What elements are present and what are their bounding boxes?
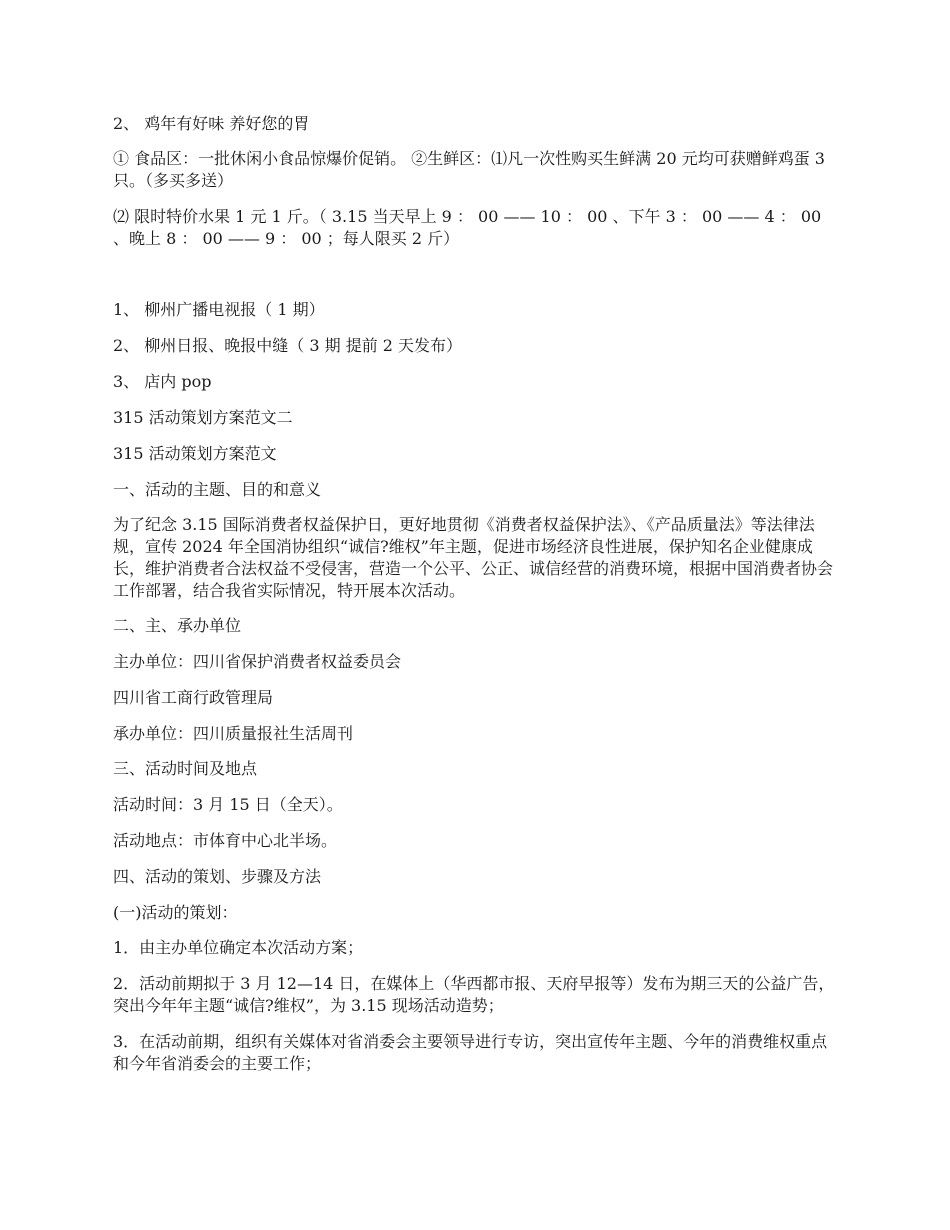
list-item-daily-newspaper: 2、 柳州日报、晚报中缝（ 3 期 提前 2 天发布） xyxy=(113,336,463,355)
list-item-step-1: 1．由主办单位确定本次活动方案； xyxy=(113,938,364,957)
text-host-unit-second: 四川省工商行政管理局 xyxy=(113,688,274,707)
list-item-step-2: 2．活动前期拟于 3 月 12—14 日，在媒体上（华西都市报、天府早报等）发布为期三天的公益广告，突出今年年主题“诚信?维权”，为 3.15 现场活动造势； xyxy=(113,974,835,1015)
list-item-broadcast-tv: 1、 柳州广播电视报（ 1 期） xyxy=(113,300,325,319)
list-item-step-3: 3．在活动前期，组织有关媒体对省消委会主要领导进行专访，突出宣传年主题、今年的消费维权重点和今年省消委会的主要工作； xyxy=(113,1032,828,1073)
heading-theme-purpose: 一、活动的主题、目的和意义 xyxy=(113,480,322,499)
paragraph-fruit-special: ⑵ 限时特价水果 1 元 1 斤。（ 3.15 当天早上 9 ： 00 —— 10 ： 00 、下午 3 ： 00 —— 4 ： 00 、晚上 8 ： 00 —— 9 ： 00 ；每人限买 2 斤） xyxy=(113,207,822,248)
heading-planning-steps: 四、活动的策划、步骤及方法 xyxy=(113,867,322,886)
section-title-sample: 315 活动策划方案范文 xyxy=(113,444,277,463)
list-item-store-pop: 3、 店内 pop xyxy=(113,372,212,391)
text-event-location: 活动地点：市体育中心北半场。 xyxy=(113,831,338,850)
heading-chicken-year: 2、 鸡年有好味 养好您的胃 xyxy=(113,114,310,133)
text-organizer-unit: 承办单位：四川质量报社生活周刊 xyxy=(113,724,354,743)
paragraph-food-promotions: ① 食品区：一批休闲小食品惊爆价促销。 ②生鲜区：⑴凡一次性购买生鲜满 20 元均可获赠鲜鸡蛋 3 只。（多买多送） xyxy=(113,149,825,190)
heading-organizers: 二、主、承办单位 xyxy=(113,616,242,635)
subheading-planning: (一)活动的策划： xyxy=(113,903,238,922)
text-event-time: 活动时间：3 月 15 日（全天）。 xyxy=(113,795,343,814)
heading-time-location: 三、活动时间及地点 xyxy=(113,759,258,778)
section-title-sample-two: 315 活动策划方案范文二 xyxy=(113,408,293,427)
text-host-unit: 主办单位：四川省保护消费者权益委员会 xyxy=(113,652,402,671)
paragraph-purpose-body: 为了纪念 3.15 国际消费者权益保护日，更好地贯彻《消费者权益保护法》、《产品质量法》等法律法规，宣传 2024 年全国消协组织“诚信?维权”年主题，促进市场经济良性进展，保护知名企业健康成长，维护消费者合法权益不受侵害，营造一个公平、公正、诚信经营的消费环境，根据中国消费者协会工作部署，结合我省实际情况，特开展本次活动。 xyxy=(113,515,834,600)
